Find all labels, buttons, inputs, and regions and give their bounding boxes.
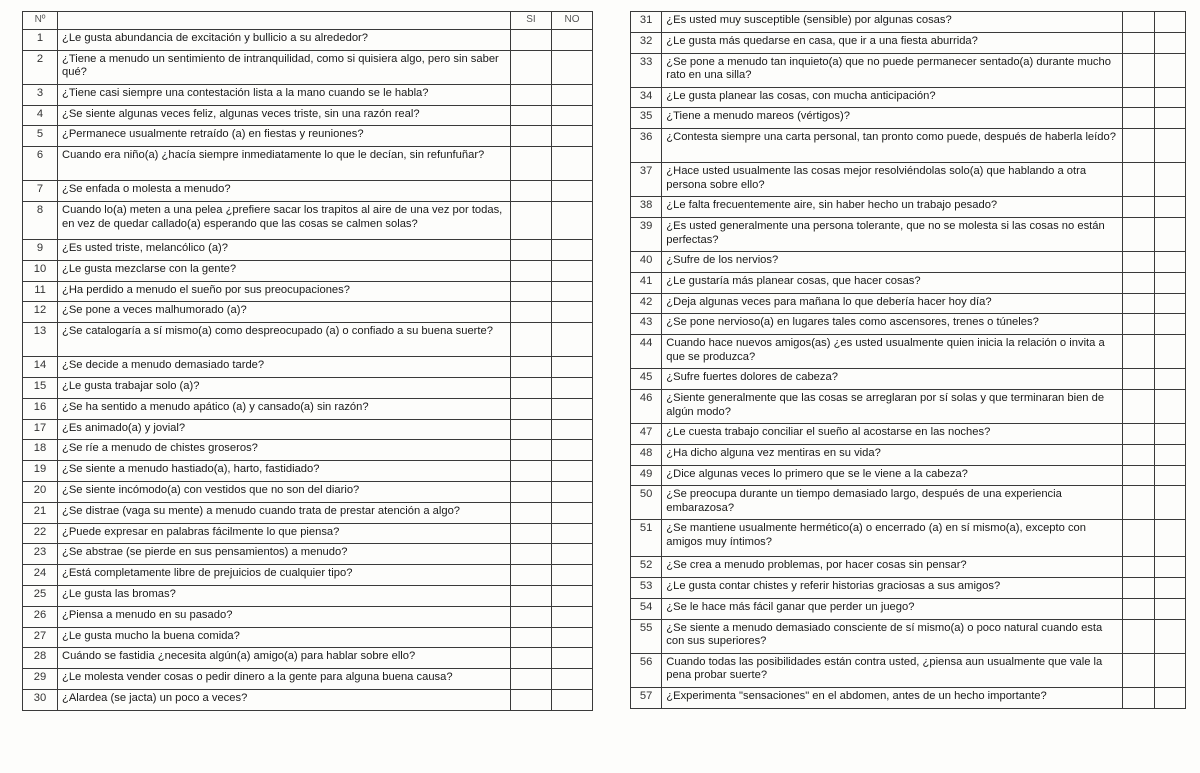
answer-no-cell[interactable] bbox=[1154, 108, 1185, 129]
question-number: 29 bbox=[23, 669, 58, 690]
question-number: 6 bbox=[23, 147, 58, 181]
answer-no-cell[interactable] bbox=[1154, 53, 1185, 87]
answer-si-cell[interactable] bbox=[511, 440, 552, 461]
answer-no-cell[interactable] bbox=[552, 565, 593, 586]
question-row bbox=[23, 357, 593, 378]
answer-no-cell[interactable] bbox=[552, 481, 593, 502]
question-text: ¿Tiene casi siempre una contestación lista a la mano cuando se le habla? bbox=[58, 84, 511, 105]
question-row bbox=[23, 84, 593, 105]
question-row bbox=[631, 389, 1186, 423]
answer-si-cell[interactable] bbox=[511, 585, 552, 606]
answer-si-cell[interactable] bbox=[1123, 108, 1154, 129]
question-text: ¿Ha perdido a menudo el sueño por sus preocupaciones? bbox=[58, 281, 511, 302]
answer-no-cell[interactable] bbox=[1154, 369, 1185, 390]
question-text: ¿Se mantiene usualmente hermético(a) o encerrado (a) en sí mismo(a), excepto con amigos muy íntimos? bbox=[662, 520, 1123, 557]
answer-si-cell[interactable] bbox=[1123, 486, 1154, 520]
question-text: ¿Deja algunas veces para mañana lo que debería hacer hoy día? bbox=[662, 293, 1123, 314]
question-row bbox=[631, 314, 1186, 335]
answer-si-cell[interactable] bbox=[1123, 163, 1154, 197]
question-text: ¿Le gusta planear las cosas, con mucha anticipación? bbox=[662, 87, 1123, 108]
question-text: ¿Se crea a menudo problemas, por hacer cosas sin pensar? bbox=[662, 557, 1123, 578]
question-number: 14 bbox=[23, 357, 58, 378]
question-row bbox=[631, 12, 1186, 33]
question-row bbox=[631, 444, 1186, 465]
answer-no-cell[interactable] bbox=[1154, 389, 1185, 423]
question-text: ¿Se le hace más fácil ganar que perder un juego? bbox=[662, 598, 1123, 619]
answer-no-cell[interactable] bbox=[1154, 251, 1185, 272]
question-text: Cuándo se fastidia ¿necesita algún(a) amigo(a) para hablar sobre ello? bbox=[58, 648, 511, 669]
answer-no-cell[interactable] bbox=[1154, 32, 1185, 53]
answer-no-cell[interactable] bbox=[552, 544, 593, 565]
question-number: 25 bbox=[23, 585, 58, 606]
question-text: ¿Se decide a menudo demasiado tarde? bbox=[58, 357, 511, 378]
answer-no-cell[interactable] bbox=[1154, 653, 1185, 687]
question-row bbox=[23, 50, 593, 84]
question-number: 15 bbox=[23, 377, 58, 398]
question-text: Cuando era niño(a) ¿hacía siempre inmediatamente lo que le decían, sin refunfuñar? bbox=[58, 147, 511, 181]
answer-si-cell[interactable] bbox=[511, 565, 552, 586]
question-text: ¿Permanece usualmente retraído (a) en fiestas y reuniones? bbox=[58, 126, 511, 147]
answer-no-cell[interactable] bbox=[552, 239, 593, 260]
question-row bbox=[631, 293, 1186, 314]
answer-si-cell[interactable] bbox=[511, 201, 552, 239]
question-text: ¿Se preocupa durante un tiempo demasiado largo, después de una experiencia embarazosa? bbox=[662, 486, 1123, 520]
question-text: ¿Tiene a menudo un sentimiento de intranquilidad, como si quisiera algo, pero sin saber qué? bbox=[58, 50, 511, 84]
answer-si-cell[interactable] bbox=[1123, 217, 1154, 251]
question-number: 4 bbox=[23, 105, 58, 126]
answer-si-cell[interactable] bbox=[511, 239, 552, 260]
question-row bbox=[23, 419, 593, 440]
answer-si-cell[interactable] bbox=[1123, 465, 1154, 486]
question-text: ¿Se ha sentido a menudo apático (a) y cansado(a) sin razón? bbox=[58, 398, 511, 419]
question-number: 50 bbox=[631, 486, 662, 520]
answer-si-cell[interactable] bbox=[511, 377, 552, 398]
answer-si-cell[interactable] bbox=[511, 606, 552, 627]
question-row bbox=[23, 461, 593, 482]
answer-no-cell[interactable] bbox=[552, 585, 593, 606]
question-number: 13 bbox=[23, 323, 58, 357]
answer-si-cell[interactable] bbox=[511, 357, 552, 378]
answer-no-cell[interactable] bbox=[552, 201, 593, 239]
question-number: 33 bbox=[631, 53, 662, 87]
question-row bbox=[631, 163, 1186, 197]
question-number: 48 bbox=[631, 444, 662, 465]
question-number: 35 bbox=[631, 108, 662, 129]
question-row bbox=[631, 335, 1186, 369]
question-number: 47 bbox=[631, 423, 662, 444]
question-row bbox=[23, 377, 593, 398]
question-row bbox=[23, 105, 593, 126]
question-text: ¿Se siente algunas veces feliz, algunas veces triste, sin una razón real? bbox=[58, 105, 511, 126]
question-number: 57 bbox=[631, 687, 662, 708]
answer-si-cell[interactable] bbox=[511, 481, 552, 502]
answer-no-cell[interactable] bbox=[552, 281, 593, 302]
question-text: ¿Experimenta "sensaciones" en el abdomen, antes de un hecho importante? bbox=[662, 687, 1123, 708]
header-no: NO bbox=[552, 12, 593, 30]
header-number: Nº bbox=[23, 12, 58, 30]
question-text: ¿Es usted generalmente una persona tolerante, que no se molesta si las cosas no están perfectas? bbox=[662, 217, 1123, 251]
question-row bbox=[631, 129, 1186, 163]
answer-no-cell[interactable] bbox=[1154, 520, 1185, 557]
answer-si-cell[interactable] bbox=[511, 544, 552, 565]
question-text: ¿Se catalogaría a sí mismo(a) como despreocupado (a) o confiado a su buena suerte? bbox=[58, 323, 511, 357]
question-row bbox=[23, 30, 593, 51]
answer-no-cell[interactable] bbox=[552, 648, 593, 669]
question-row bbox=[631, 87, 1186, 108]
answer-si-cell[interactable] bbox=[511, 105, 552, 126]
question-text: ¿Está completamente libre de prejuicios de cualquier tipo? bbox=[58, 565, 511, 586]
answer-si-cell[interactable] bbox=[1123, 87, 1154, 108]
answer-si-cell[interactable] bbox=[511, 323, 552, 357]
question-number: 43 bbox=[631, 314, 662, 335]
answer-no-cell[interactable] bbox=[1154, 687, 1185, 708]
question-text: ¿Le cuesta trabajo conciliar el sueño al acostarse en las noches? bbox=[662, 423, 1123, 444]
question-text: Cuando todas las posibilidades están contra usted, ¿piensa aun usualmente que vale la pena probar suerte? bbox=[662, 653, 1123, 687]
question-text: ¿Se siente incómodo(a) con vestidos que no son del diario? bbox=[58, 481, 511, 502]
answer-si-cell[interactable] bbox=[511, 689, 552, 710]
answer-si-cell[interactable] bbox=[511, 302, 552, 323]
question-text: ¿Le falta frecuentemente aire, sin haber hecho un trabajo pesado? bbox=[662, 197, 1123, 218]
answer-si-cell[interactable] bbox=[511, 260, 552, 281]
question-number: 37 bbox=[631, 163, 662, 197]
answer-si-cell[interactable] bbox=[1123, 444, 1154, 465]
answer-si-cell[interactable] bbox=[511, 461, 552, 482]
answer-no-cell[interactable] bbox=[1154, 163, 1185, 197]
question-number: 26 bbox=[23, 606, 58, 627]
question-row bbox=[23, 302, 593, 323]
question-text: ¿Le gustaría más planear cosas, que hacer cosas? bbox=[662, 272, 1123, 293]
question-text: ¿Hace usted usualmente las cosas mejor resolviéndolas solo(a) que hablando a otra persona sobre ello? bbox=[662, 163, 1123, 197]
question-number: 21 bbox=[23, 502, 58, 523]
question-number: 12 bbox=[23, 302, 58, 323]
answer-no-cell[interactable] bbox=[552, 181, 593, 202]
question-number: 18 bbox=[23, 440, 58, 461]
answer-no-cell[interactable] bbox=[1154, 197, 1185, 218]
answer-si-cell[interactable] bbox=[1123, 293, 1154, 314]
answer-no-cell[interactable] bbox=[1154, 314, 1185, 335]
header-row bbox=[23, 12, 593, 30]
question-row bbox=[631, 217, 1186, 251]
question-number: 16 bbox=[23, 398, 58, 419]
answer-no-cell[interactable] bbox=[1154, 87, 1185, 108]
answer-no-cell[interactable] bbox=[1154, 578, 1185, 599]
question-number: 19 bbox=[23, 461, 58, 482]
question-row bbox=[23, 281, 593, 302]
question-text: ¿Se enfada o molesta a menudo? bbox=[58, 181, 511, 202]
question-text: ¿Le gusta mezclarse con la gente? bbox=[58, 260, 511, 281]
question-number: 45 bbox=[631, 369, 662, 390]
answer-si-cell[interactable] bbox=[1123, 12, 1154, 33]
question-text: ¿Se pone a menudo tan inquieto(a) que no puede permanecer sentado(a) durante mucho rato en una silla? bbox=[662, 53, 1123, 87]
answer-no-cell[interactable] bbox=[552, 689, 593, 710]
question-number: 17 bbox=[23, 419, 58, 440]
question-row bbox=[631, 369, 1186, 390]
answer-no-cell[interactable] bbox=[1154, 619, 1185, 653]
answer-no-cell[interactable] bbox=[552, 302, 593, 323]
answer-si-cell[interactable] bbox=[511, 419, 552, 440]
question-row bbox=[631, 465, 1186, 486]
answer-si-cell[interactable] bbox=[511, 669, 552, 690]
question-row bbox=[23, 648, 593, 669]
answer-si-cell[interactable] bbox=[511, 502, 552, 523]
question-row bbox=[23, 181, 593, 202]
answer-no-cell[interactable] bbox=[552, 669, 593, 690]
question-text: Cuando lo(a) meten a una pelea ¿prefiere sacar los trapitos al aire de una vez por todas, en vez de quedar callado(a) esperando que las cosas se calmen solas? bbox=[58, 201, 511, 239]
question-text: ¿Se ríe a menudo de chistes groseros? bbox=[58, 440, 511, 461]
question-number: 46 bbox=[631, 389, 662, 423]
question-row bbox=[631, 557, 1186, 578]
answer-no-cell[interactable] bbox=[552, 50, 593, 84]
question-text: ¿Se siente a menudo demasiado consciente de sí mismo(a) o poco natural cuando esta con sus superiores? bbox=[662, 619, 1123, 653]
question-row bbox=[631, 423, 1186, 444]
answer-si-cell[interactable] bbox=[1123, 272, 1154, 293]
question-row bbox=[631, 108, 1186, 129]
question-number: 39 bbox=[631, 217, 662, 251]
answer-si-cell[interactable] bbox=[511, 627, 552, 648]
question-number: 52 bbox=[631, 557, 662, 578]
question-number: 20 bbox=[23, 481, 58, 502]
question-text: ¿Puede expresar en palabras fácilmente lo que piensa? bbox=[58, 523, 511, 544]
answer-no-cell[interactable] bbox=[1154, 465, 1185, 486]
question-number: 3 bbox=[23, 84, 58, 105]
question-number: 11 bbox=[23, 281, 58, 302]
question-number: 9 bbox=[23, 239, 58, 260]
answer-si-cell[interactable] bbox=[1123, 369, 1154, 390]
header-question bbox=[58, 12, 511, 30]
answer-no-cell[interactable] bbox=[552, 398, 593, 419]
question-row bbox=[631, 251, 1186, 272]
question-text: ¿Se pone nervioso(a) en lugares tales como ascensores, trenes o túneles? bbox=[662, 314, 1123, 335]
question-row bbox=[631, 197, 1186, 218]
answer-si-cell[interactable] bbox=[1123, 653, 1154, 687]
question-row bbox=[631, 32, 1186, 53]
question-row bbox=[23, 669, 593, 690]
question-number: 44 bbox=[631, 335, 662, 369]
question-text: ¿Es usted muy susceptible (sensible) por algunas cosas? bbox=[662, 12, 1123, 33]
question-text: ¿Alardea (se jacta) un poco a veces? bbox=[58, 689, 511, 710]
question-number: 54 bbox=[631, 598, 662, 619]
answer-no-cell[interactable] bbox=[552, 502, 593, 523]
question-text: ¿Se pone a veces malhumorado (a)? bbox=[58, 302, 511, 323]
answer-si-cell[interactable] bbox=[1123, 129, 1154, 163]
answer-si-cell[interactable] bbox=[1123, 251, 1154, 272]
question-number: 1 bbox=[23, 30, 58, 51]
question-number: 34 bbox=[631, 87, 662, 108]
question-row bbox=[23, 689, 593, 710]
answer-si-cell[interactable] bbox=[1123, 335, 1154, 369]
question-text: Cuando hace nuevos amigos(as) ¿es usted usualmente quien inicia la relación o invita a que se produzca? bbox=[662, 335, 1123, 369]
question-text: ¿Sufre de los nervios? bbox=[662, 251, 1123, 272]
answer-si-cell[interactable] bbox=[511, 147, 552, 181]
answer-no-cell[interactable] bbox=[552, 126, 593, 147]
answer-no-cell[interactable] bbox=[552, 147, 593, 181]
question-row bbox=[631, 653, 1186, 687]
answer-si-cell[interactable] bbox=[511, 398, 552, 419]
answer-si-cell[interactable] bbox=[511, 50, 552, 84]
question-row bbox=[23, 201, 593, 239]
question-row bbox=[23, 565, 593, 586]
answer-si-cell[interactable] bbox=[511, 181, 552, 202]
question-number: 40 bbox=[631, 251, 662, 272]
question-number: 23 bbox=[23, 544, 58, 565]
question-text: ¿Le molesta vender cosas o pedir dinero a la gente para alguna buena causa? bbox=[58, 669, 511, 690]
question-row bbox=[23, 239, 593, 260]
question-text: ¿Ha dicho alguna vez mentiras en su vida? bbox=[662, 444, 1123, 465]
question-number: 51 bbox=[631, 520, 662, 557]
header-si: SI bbox=[511, 12, 552, 30]
answer-no-cell[interactable] bbox=[552, 84, 593, 105]
question-row bbox=[23, 544, 593, 565]
question-text: ¿Se distrae (vaga su mente) a menudo cuando trata de prestar atención a algo? bbox=[58, 502, 511, 523]
question-text: ¿Le gusta las bromas? bbox=[58, 585, 511, 606]
answer-si-cell[interactable] bbox=[1123, 687, 1154, 708]
question-number: 2 bbox=[23, 50, 58, 84]
question-number: 55 bbox=[631, 619, 662, 653]
question-row bbox=[23, 260, 593, 281]
answer-no-cell[interactable] bbox=[1154, 598, 1185, 619]
question-number: 30 bbox=[23, 689, 58, 710]
question-number: 53 bbox=[631, 578, 662, 599]
questionnaire-table-right bbox=[630, 11, 1186, 709]
question-text: ¿Le gusta contar chistes y referir historias graciosas a sus amigos? bbox=[662, 578, 1123, 599]
question-text: ¿Es usted triste, melancólico (a)? bbox=[58, 239, 511, 260]
answer-no-cell[interactable] bbox=[552, 523, 593, 544]
question-row bbox=[631, 578, 1186, 599]
answer-no-cell[interactable] bbox=[1154, 557, 1185, 578]
question-row bbox=[23, 606, 593, 627]
answer-si-cell[interactable] bbox=[1123, 578, 1154, 599]
answer-no-cell[interactable] bbox=[552, 377, 593, 398]
answer-si-cell[interactable] bbox=[1123, 197, 1154, 218]
question-row bbox=[23, 147, 593, 181]
answer-no-cell[interactable] bbox=[1154, 486, 1185, 520]
question-number: 42 bbox=[631, 293, 662, 314]
question-text: ¿Es animado(a) y jovial? bbox=[58, 419, 511, 440]
answer-no-cell[interactable] bbox=[552, 627, 593, 648]
question-number: 10 bbox=[23, 260, 58, 281]
question-row bbox=[631, 598, 1186, 619]
question-row bbox=[23, 585, 593, 606]
question-text: ¿Sufre fuertes dolores de cabeza? bbox=[662, 369, 1123, 390]
question-number: 27 bbox=[23, 627, 58, 648]
answer-no-cell[interactable] bbox=[552, 30, 593, 51]
answer-si-cell[interactable] bbox=[1123, 598, 1154, 619]
question-row bbox=[631, 619, 1186, 653]
questionnaire-table-left bbox=[22, 11, 593, 711]
answer-si-cell[interactable] bbox=[1123, 32, 1154, 53]
question-text: ¿Piensa a menudo en su pasado? bbox=[58, 606, 511, 627]
answer-no-cell[interactable] bbox=[1154, 423, 1185, 444]
question-number: 36 bbox=[631, 129, 662, 163]
question-row bbox=[631, 520, 1186, 557]
question-row bbox=[631, 687, 1186, 708]
question-text: ¿Le gusta trabajar solo (a)? bbox=[58, 377, 511, 398]
answer-no-cell[interactable] bbox=[552, 260, 593, 281]
question-text: ¿Le gusta abundancia de excitación y bullicio a su alrededor? bbox=[58, 30, 511, 51]
question-number: 7 bbox=[23, 181, 58, 202]
question-row bbox=[23, 323, 593, 357]
answer-si-cell[interactable] bbox=[1123, 619, 1154, 653]
answer-si-cell[interactable] bbox=[511, 84, 552, 105]
question-number: 49 bbox=[631, 465, 662, 486]
question-number: 56 bbox=[631, 653, 662, 687]
question-number: 38 bbox=[631, 197, 662, 218]
answer-no-cell[interactable] bbox=[1154, 444, 1185, 465]
answer-no-cell[interactable] bbox=[552, 461, 593, 482]
answer-si-cell[interactable] bbox=[1123, 389, 1154, 423]
question-text: ¿Siente generalmente que las cosas se arreglaran por sí solas y que terminaran bien de algún modo? bbox=[662, 389, 1123, 423]
question-number: 5 bbox=[23, 126, 58, 147]
question-number: 31 bbox=[631, 12, 662, 33]
answer-no-cell[interactable] bbox=[552, 419, 593, 440]
question-number: 22 bbox=[23, 523, 58, 544]
question-text: ¿Tiene a menudo mareos (vértigos)? bbox=[662, 108, 1123, 129]
answer-si-cell[interactable] bbox=[1123, 557, 1154, 578]
answer-no-cell[interactable] bbox=[552, 606, 593, 627]
answer-no-cell[interactable] bbox=[1154, 335, 1185, 369]
answer-si-cell[interactable] bbox=[1123, 314, 1154, 335]
question-text: ¿Se siente a menudo hastiado(a), harto, fastidiado? bbox=[58, 461, 511, 482]
question-text: ¿Le gusta más quedarse en casa, que ir a una fiesta aburrida? bbox=[662, 32, 1123, 53]
question-row bbox=[23, 627, 593, 648]
question-row bbox=[631, 486, 1186, 520]
question-text: ¿Se abstrae (se pierde en sus pensamientos) a menudo? bbox=[58, 544, 511, 565]
answer-no-cell[interactable] bbox=[552, 323, 593, 357]
answer-si-cell[interactable] bbox=[1123, 520, 1154, 557]
answer-si-cell[interactable] bbox=[1123, 423, 1154, 444]
answer-no-cell[interactable] bbox=[552, 357, 593, 378]
question-row bbox=[23, 523, 593, 544]
answer-no-cell[interactable] bbox=[552, 105, 593, 126]
question-row bbox=[23, 398, 593, 419]
question-text: ¿Contesta siempre una carta personal, tan pronto como puede, después de haberla leído? bbox=[662, 129, 1123, 163]
question-row bbox=[23, 126, 593, 147]
question-text: ¿Dice algunas veces lo primero que se le viene a la cabeza? bbox=[662, 465, 1123, 486]
answer-si-cell[interactable] bbox=[511, 523, 552, 544]
question-row bbox=[631, 272, 1186, 293]
answer-si-cell[interactable] bbox=[511, 281, 552, 302]
question-number: 41 bbox=[631, 272, 662, 293]
answer-si-cell[interactable] bbox=[511, 30, 552, 51]
answer-no-cell[interactable] bbox=[1154, 293, 1185, 314]
question-row bbox=[631, 53, 1186, 87]
answer-si-cell[interactable] bbox=[511, 648, 552, 669]
answer-no-cell[interactable] bbox=[1154, 12, 1185, 33]
answer-si-cell[interactable] bbox=[511, 126, 552, 147]
answer-no-cell[interactable] bbox=[1154, 217, 1185, 251]
question-number: 24 bbox=[23, 565, 58, 586]
answer-no-cell[interactable] bbox=[1154, 272, 1185, 293]
question-row bbox=[23, 502, 593, 523]
question-number: 8 bbox=[23, 201, 58, 239]
question-text: ¿Le gusta mucho la buena comida? bbox=[58, 627, 511, 648]
question-number: 28 bbox=[23, 648, 58, 669]
question-row bbox=[23, 481, 593, 502]
question-row bbox=[23, 440, 593, 461]
answer-si-cell[interactable] bbox=[1123, 53, 1154, 87]
answer-no-cell[interactable] bbox=[1154, 129, 1185, 163]
answer-no-cell[interactable] bbox=[552, 440, 593, 461]
question-number: 32 bbox=[631, 32, 662, 53]
